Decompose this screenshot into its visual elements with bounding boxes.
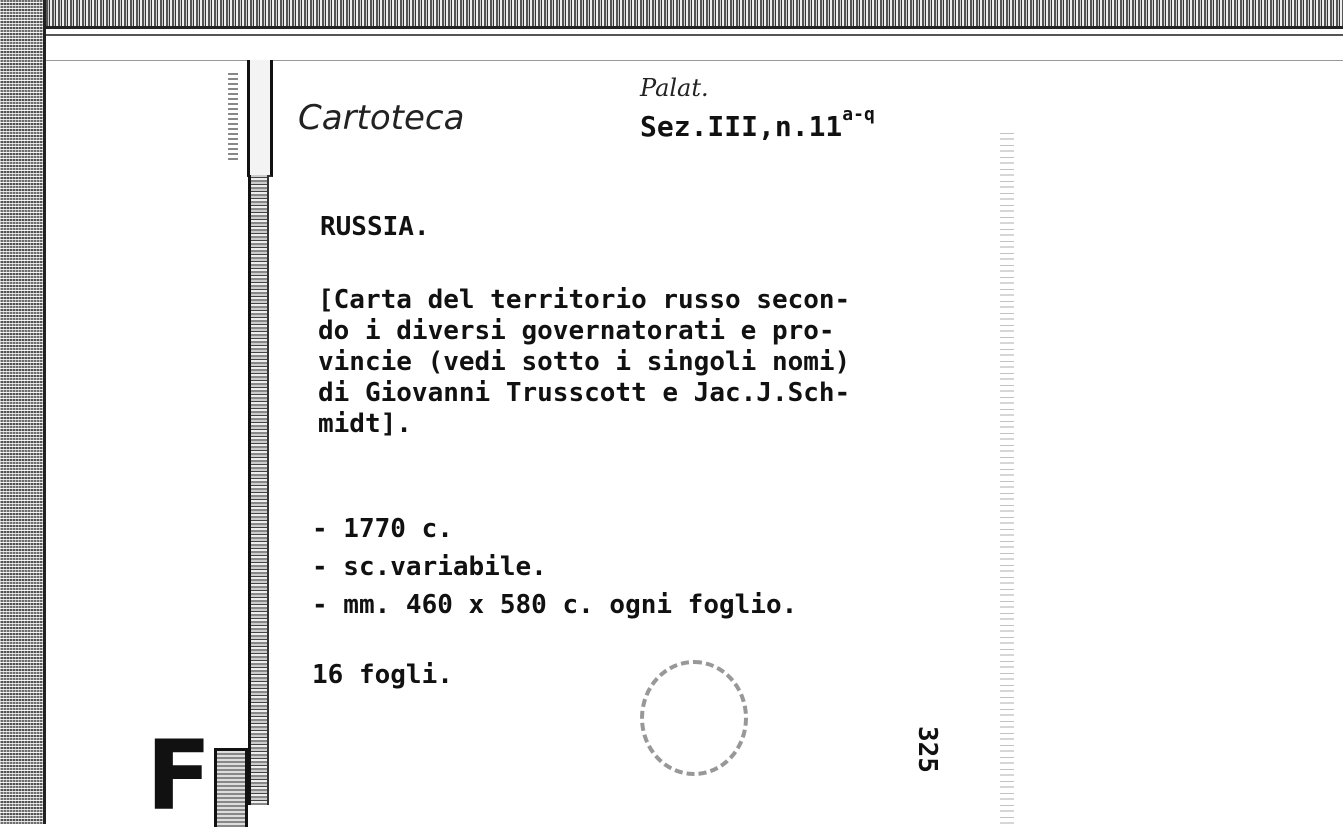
description-line: do i diversi governatorati e pro- (318, 316, 835, 346)
detail-dimensions: - mm. 460 x 580 c. ogni foglio. (312, 590, 798, 620)
top-border-line-secondary (46, 34, 1343, 36)
binder-rod (248, 175, 269, 805)
card-details (312, 510, 797, 624)
drawer-label-box (214, 748, 248, 827)
card-top-edge (46, 60, 1343, 61)
drawer-letter: F (146, 720, 212, 832)
stamp-number: 325 (912, 726, 942, 773)
description-line: di Giovanni Trusscott e Jac.J.Sch- (318, 378, 851, 408)
detail-date: - 1770 c. (312, 514, 453, 544)
shelfmark-superscript: a-q (842, 104, 875, 125)
sheet-count: 16 fogli. (312, 660, 453, 690)
shelfmark-main: Sez.III,n.11 (640, 110, 843, 143)
binder-tab (247, 60, 273, 177)
top-border-line (46, 26, 1343, 29)
catalog-label: Cartoteca (298, 98, 465, 138)
description-line: [Carta del territorio russo secon- (318, 285, 851, 315)
description-line: midt]. (318, 409, 412, 439)
binder-strip (242, 60, 272, 824)
card-description (318, 285, 850, 440)
scan-edge-top (46, 0, 1343, 26)
stamp-circle-icon (640, 660, 748, 776)
scan-mark (228, 70, 238, 160)
card-heading: RUSSIA. (320, 212, 430, 242)
shelfmark (640, 104, 875, 143)
scan-edge-left (0, 0, 46, 824)
description-line: vincie (vedi sotto i singoli nomi) (318, 347, 851, 377)
collection-label: Palat. (640, 74, 709, 102)
left-border-line (43, 0, 46, 824)
card-right-edge (1000, 130, 1014, 824)
detail-scale: - sc.variabile. (312, 552, 547, 582)
